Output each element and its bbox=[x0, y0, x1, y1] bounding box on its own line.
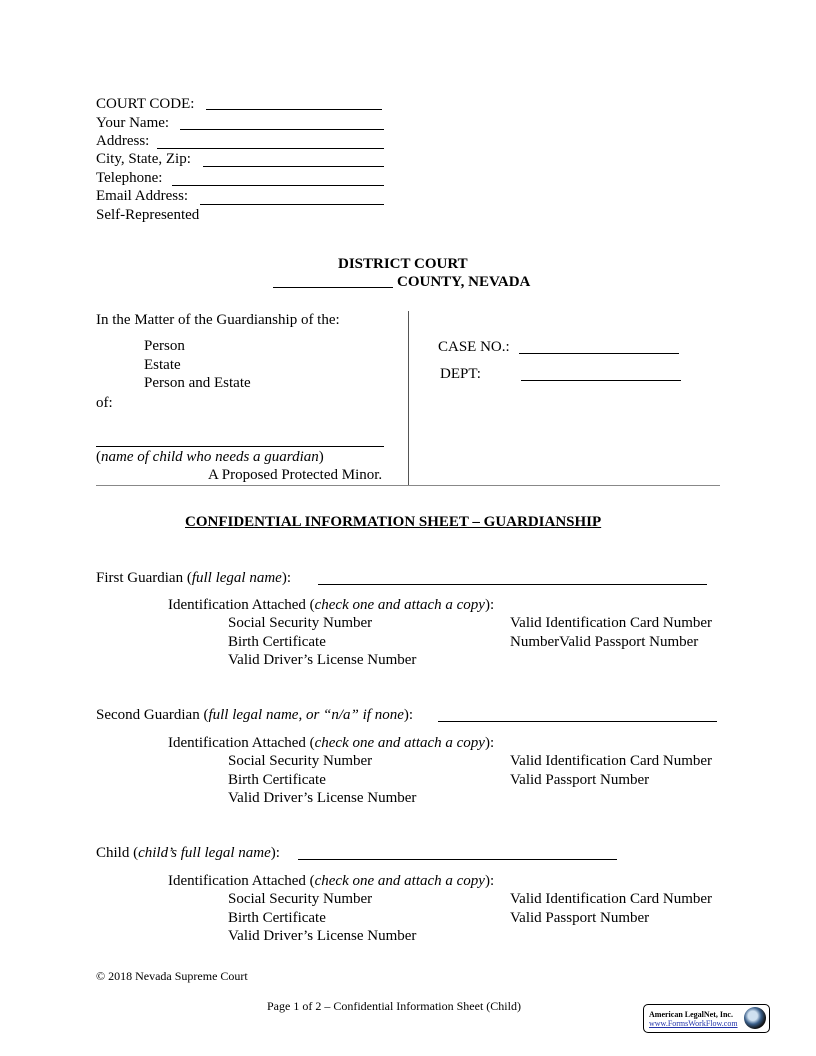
id-option-ssn[interactable]: Social Security Number bbox=[228, 891, 373, 907]
of-label: of: bbox=[96, 395, 113, 411]
logo-company: American LegalNet, Inc. bbox=[649, 1010, 733, 1019]
caption-bottom-rule bbox=[96, 485, 720, 486]
id-option-ssn[interactable]: Social Security Number bbox=[228, 753, 373, 769]
email-field[interactable] bbox=[200, 204, 384, 205]
option-person[interactable]: Person bbox=[144, 338, 185, 354]
first-guardian-label: First Guardian (full legal name): bbox=[96, 570, 291, 586]
your-name-field[interactable] bbox=[180, 129, 384, 130]
id-attached-label: Identification Attached (check one and attach a copy): bbox=[168, 597, 495, 613]
form-title: CONFIDENTIAL INFORMATION SHEET – GUARDIANSHIP bbox=[185, 514, 602, 530]
county-field[interactable] bbox=[273, 287, 393, 288]
court-title: DISTRICT COURT bbox=[338, 256, 468, 272]
child-label: Child (child’s full legal name): bbox=[96, 845, 280, 861]
id-option-drivers-license[interactable]: Valid Driver’s License Number bbox=[228, 928, 417, 944]
id-attached-label: Identification Attached (check one and attach a copy): bbox=[168, 735, 495, 751]
id-option-ssn[interactable]: Social Security Number bbox=[228, 615, 373, 631]
id-option-id-card[interactable]: Valid Identification Card Number bbox=[510, 753, 713, 769]
proposed-minor-label: A Proposed Protected Minor. bbox=[208, 467, 383, 483]
your-name-label: Your Name: bbox=[96, 115, 170, 131]
id-option-drivers-license[interactable]: Valid Driver’s License Number bbox=[228, 790, 417, 806]
id-option-passport[interactable]: Valid Passport Number bbox=[510, 772, 650, 788]
id-option-birth-certificate[interactable]: Birth Certificate bbox=[228, 772, 326, 788]
second-guardian-field[interactable] bbox=[438, 721, 717, 722]
court-code-field[interactable] bbox=[206, 109, 382, 110]
dept-field[interactable] bbox=[521, 380, 681, 381]
dept-label: DEPT: bbox=[440, 366, 481, 382]
child-field[interactable] bbox=[298, 859, 617, 860]
telephone-field[interactable] bbox=[172, 185, 384, 186]
copyright: © 2018 Nevada Supreme Court bbox=[96, 969, 248, 983]
address-field[interactable] bbox=[157, 148, 384, 149]
city-state-zip-field[interactable] bbox=[203, 166, 384, 167]
legalnet-logo bbox=[643, 1004, 770, 1033]
page-footer: Page 1 of 2 – Confidential Information Sheet (Child) bbox=[267, 999, 521, 1013]
email-label: Email Address: bbox=[96, 188, 189, 204]
id-option-drivers-license[interactable]: Valid Driver’s License Number bbox=[228, 652, 417, 668]
first-guardian-field[interactable] bbox=[318, 584, 707, 585]
id-option-id-card[interactable]: Valid Identification Card Number bbox=[510, 891, 713, 907]
id-option-id-card[interactable]: Valid Identification Card Number bbox=[510, 615, 713, 631]
city-state-zip-label: City, State, Zip: bbox=[96, 151, 191, 167]
globe-icon bbox=[744, 1007, 766, 1029]
county-label: COUNTY, NEVADA bbox=[397, 274, 531, 290]
id-option-birth-certificate[interactable]: Birth Certificate bbox=[228, 634, 326, 650]
logo-link[interactable]: www.FormsWorkFlow.com bbox=[649, 1019, 738, 1028]
court-code-label: COURT CODE: bbox=[96, 96, 195, 112]
child-name-hint: (name of child who needs a guardian) bbox=[96, 449, 324, 465]
id-option-birth-certificate[interactable]: Birth Certificate bbox=[228, 910, 326, 926]
case-no-label: CASE NO.: bbox=[438, 339, 510, 355]
option-person-and-estate[interactable]: Person and Estate bbox=[144, 375, 251, 391]
id-option-passport[interactable]: Valid Passport Number bbox=[510, 910, 650, 926]
self-represented-label: Self-Represented bbox=[96, 207, 200, 223]
caption-divider bbox=[408, 311, 409, 485]
child-name-field[interactable] bbox=[96, 446, 384, 447]
case-no-field[interactable] bbox=[519, 353, 679, 354]
id-option-passport[interactable]: NumberValid Passport Number bbox=[510, 634, 699, 650]
matter-label: In the Matter of the Guardianship of the: bbox=[96, 312, 340, 328]
option-estate[interactable]: Estate bbox=[144, 357, 181, 373]
id-attached-label: Identification Attached (check one and attach a copy): bbox=[168, 873, 495, 889]
address-label: Address: bbox=[96, 133, 150, 149]
telephone-label: Telephone: bbox=[96, 170, 163, 186]
second-guardian-label: Second Guardian (full legal name, or “n/a” if none): bbox=[96, 707, 414, 723]
